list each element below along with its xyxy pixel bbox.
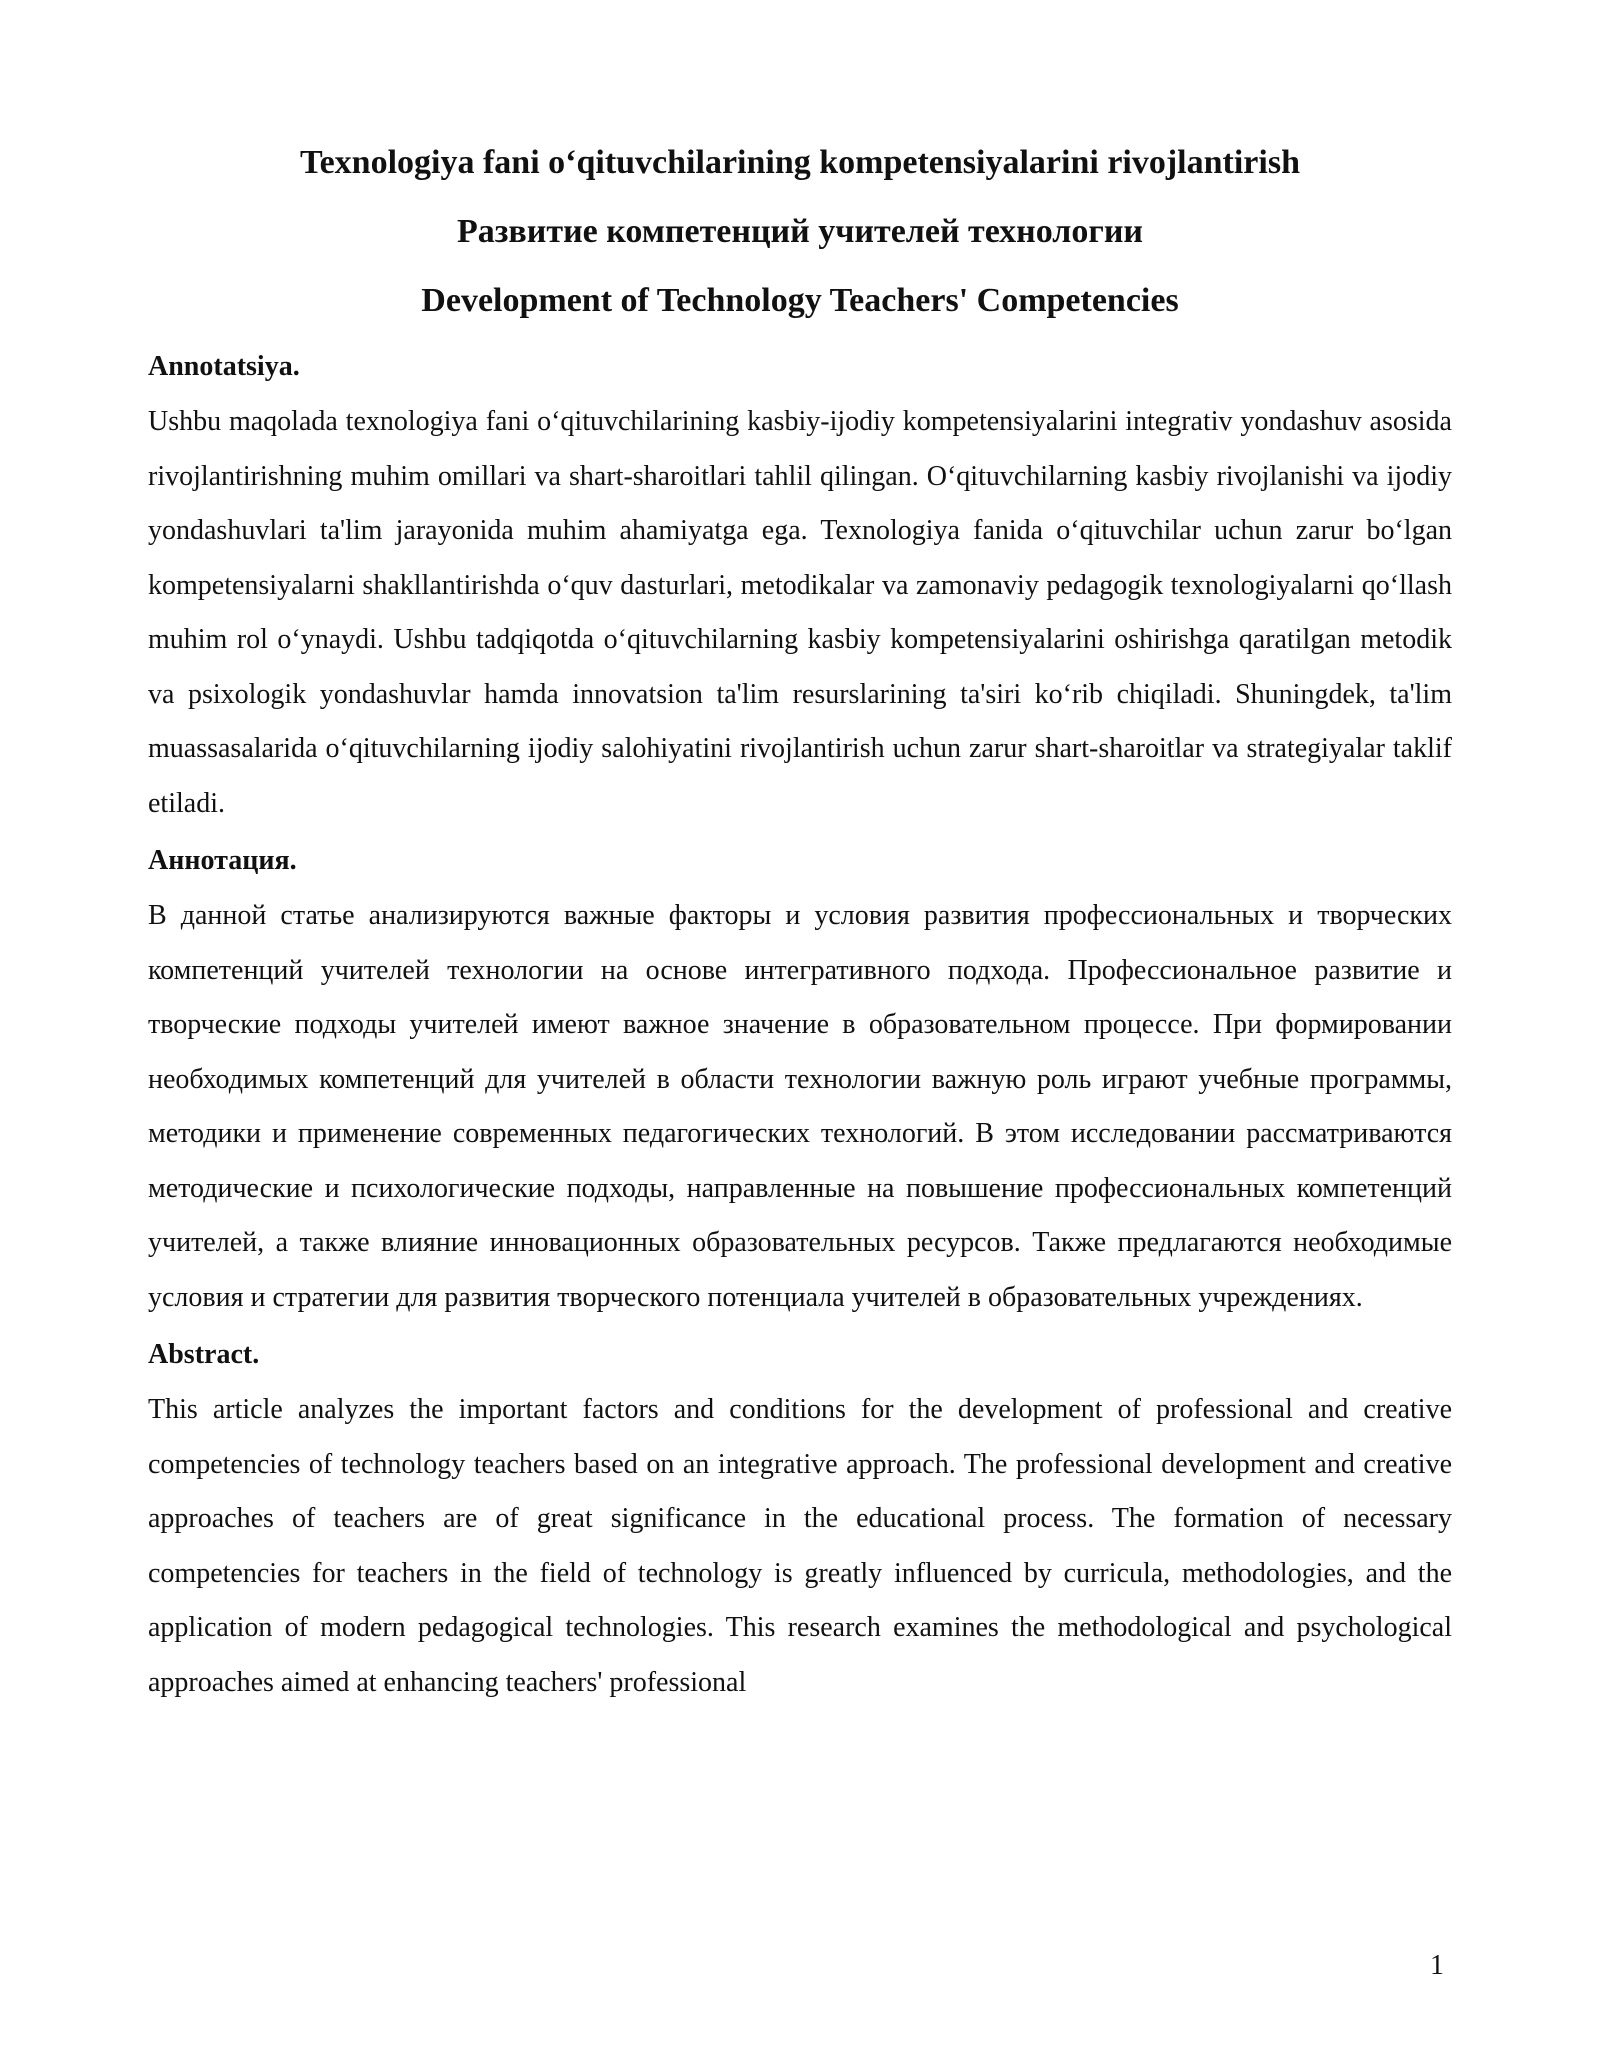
section-heading: Аннотация.: [148, 845, 297, 876]
section-abstract-english: [148, 1335, 1452, 1710]
title-english: Development of Technology Teachers' Competencies: [421, 282, 1179, 319]
section-body: This article analyzes the important factors and conditions for the development of professional and creative competencies of technology teachers based on an integrative approach. The professional development and creative approaches of teachers are of great significance in the educational process. The formation of necessary competencies for teachers in the field of technology is greatly influenced by curricula, methodologies, and the application of modern pedagogical technologies. This research examines the methodological and psychological approaches aimed at enhancing teachers' professional: [148, 1394, 1452, 1698]
section-body: Ushbu maqolada texnologiya fani o‘qituvchilarining kasbiy-ijodiy kompetensiyalarini integrativ yondashuv asosida rivojlantirishning muhim omillari va shart-sharoitlari tahlil qilingan. O‘qituvchilarning kasbiy rivojlanishi va ijodiy yondashuvlari ta'lim jarayonida muhim ahamiyatga ega. Texnologiya fanida o‘qituvchilar uchun zarur bo‘lgan kompetensiyalarni shakllantirishda o‘quv dasturlari, metodikalar va zamonaviy pedagogik texnologiyalarni qo‘llash muhim rol o‘ynaydi. Ushbu tadqiqotda o‘qituvchilarning kasbiy kompetensiyalarini oshirishga qaratilgan metodik va psixologik yondashuvlar hamda innovatsion ta'lim resurslarining ta'siri ko‘rib chiqiladi. Shuningdek, ta'lim muassasalarida o‘qituvchilarning ijodiy salohiyatini rivojlantirish uchun zarur shart-sharoitlar va strategiyalar taklif etiladi.: [148, 406, 1452, 819]
section-annotation-uzbek: [148, 347, 1452, 831]
section-heading: Abstract.: [148, 1339, 260, 1370]
document-page: [148, 140, 1452, 1720]
title-uzbek: Texnologiya fani o‘qituvchilarining kompetensiyalarini rivojlantirish: [300, 144, 1300, 181]
section-annotation-russian: [148, 841, 1452, 1325]
section-body: В данной статье анализируются важные факторы и условия развития профессиональных и творческих компетенций учителей технологии на основе интегративного подхода. Профессиональное развитие и творческие подходы учителей имеют важное значение в образовательном процессе. При формировании необходимых компетенций для учителей в области технологии важную роль играют учебные программы, методики и применение современных педагогических технологий. В этом исследовании рассматриваются методические и психологические подходы, направленные на повышение профессиональных компетенций учителей, а также влияние инновационных образовательных ресурсов. Также предлагаются необходимые условия и стратегии для развития творческого потенциала учителей в образовательных учреждениях.: [148, 900, 1452, 1313]
title-russian: Развитие компетенций учителей технологии: [456, 213, 1143, 250]
section-heading: Annotatsiya.: [148, 351, 300, 382]
page-number: 1: [1430, 1950, 1444, 1981]
